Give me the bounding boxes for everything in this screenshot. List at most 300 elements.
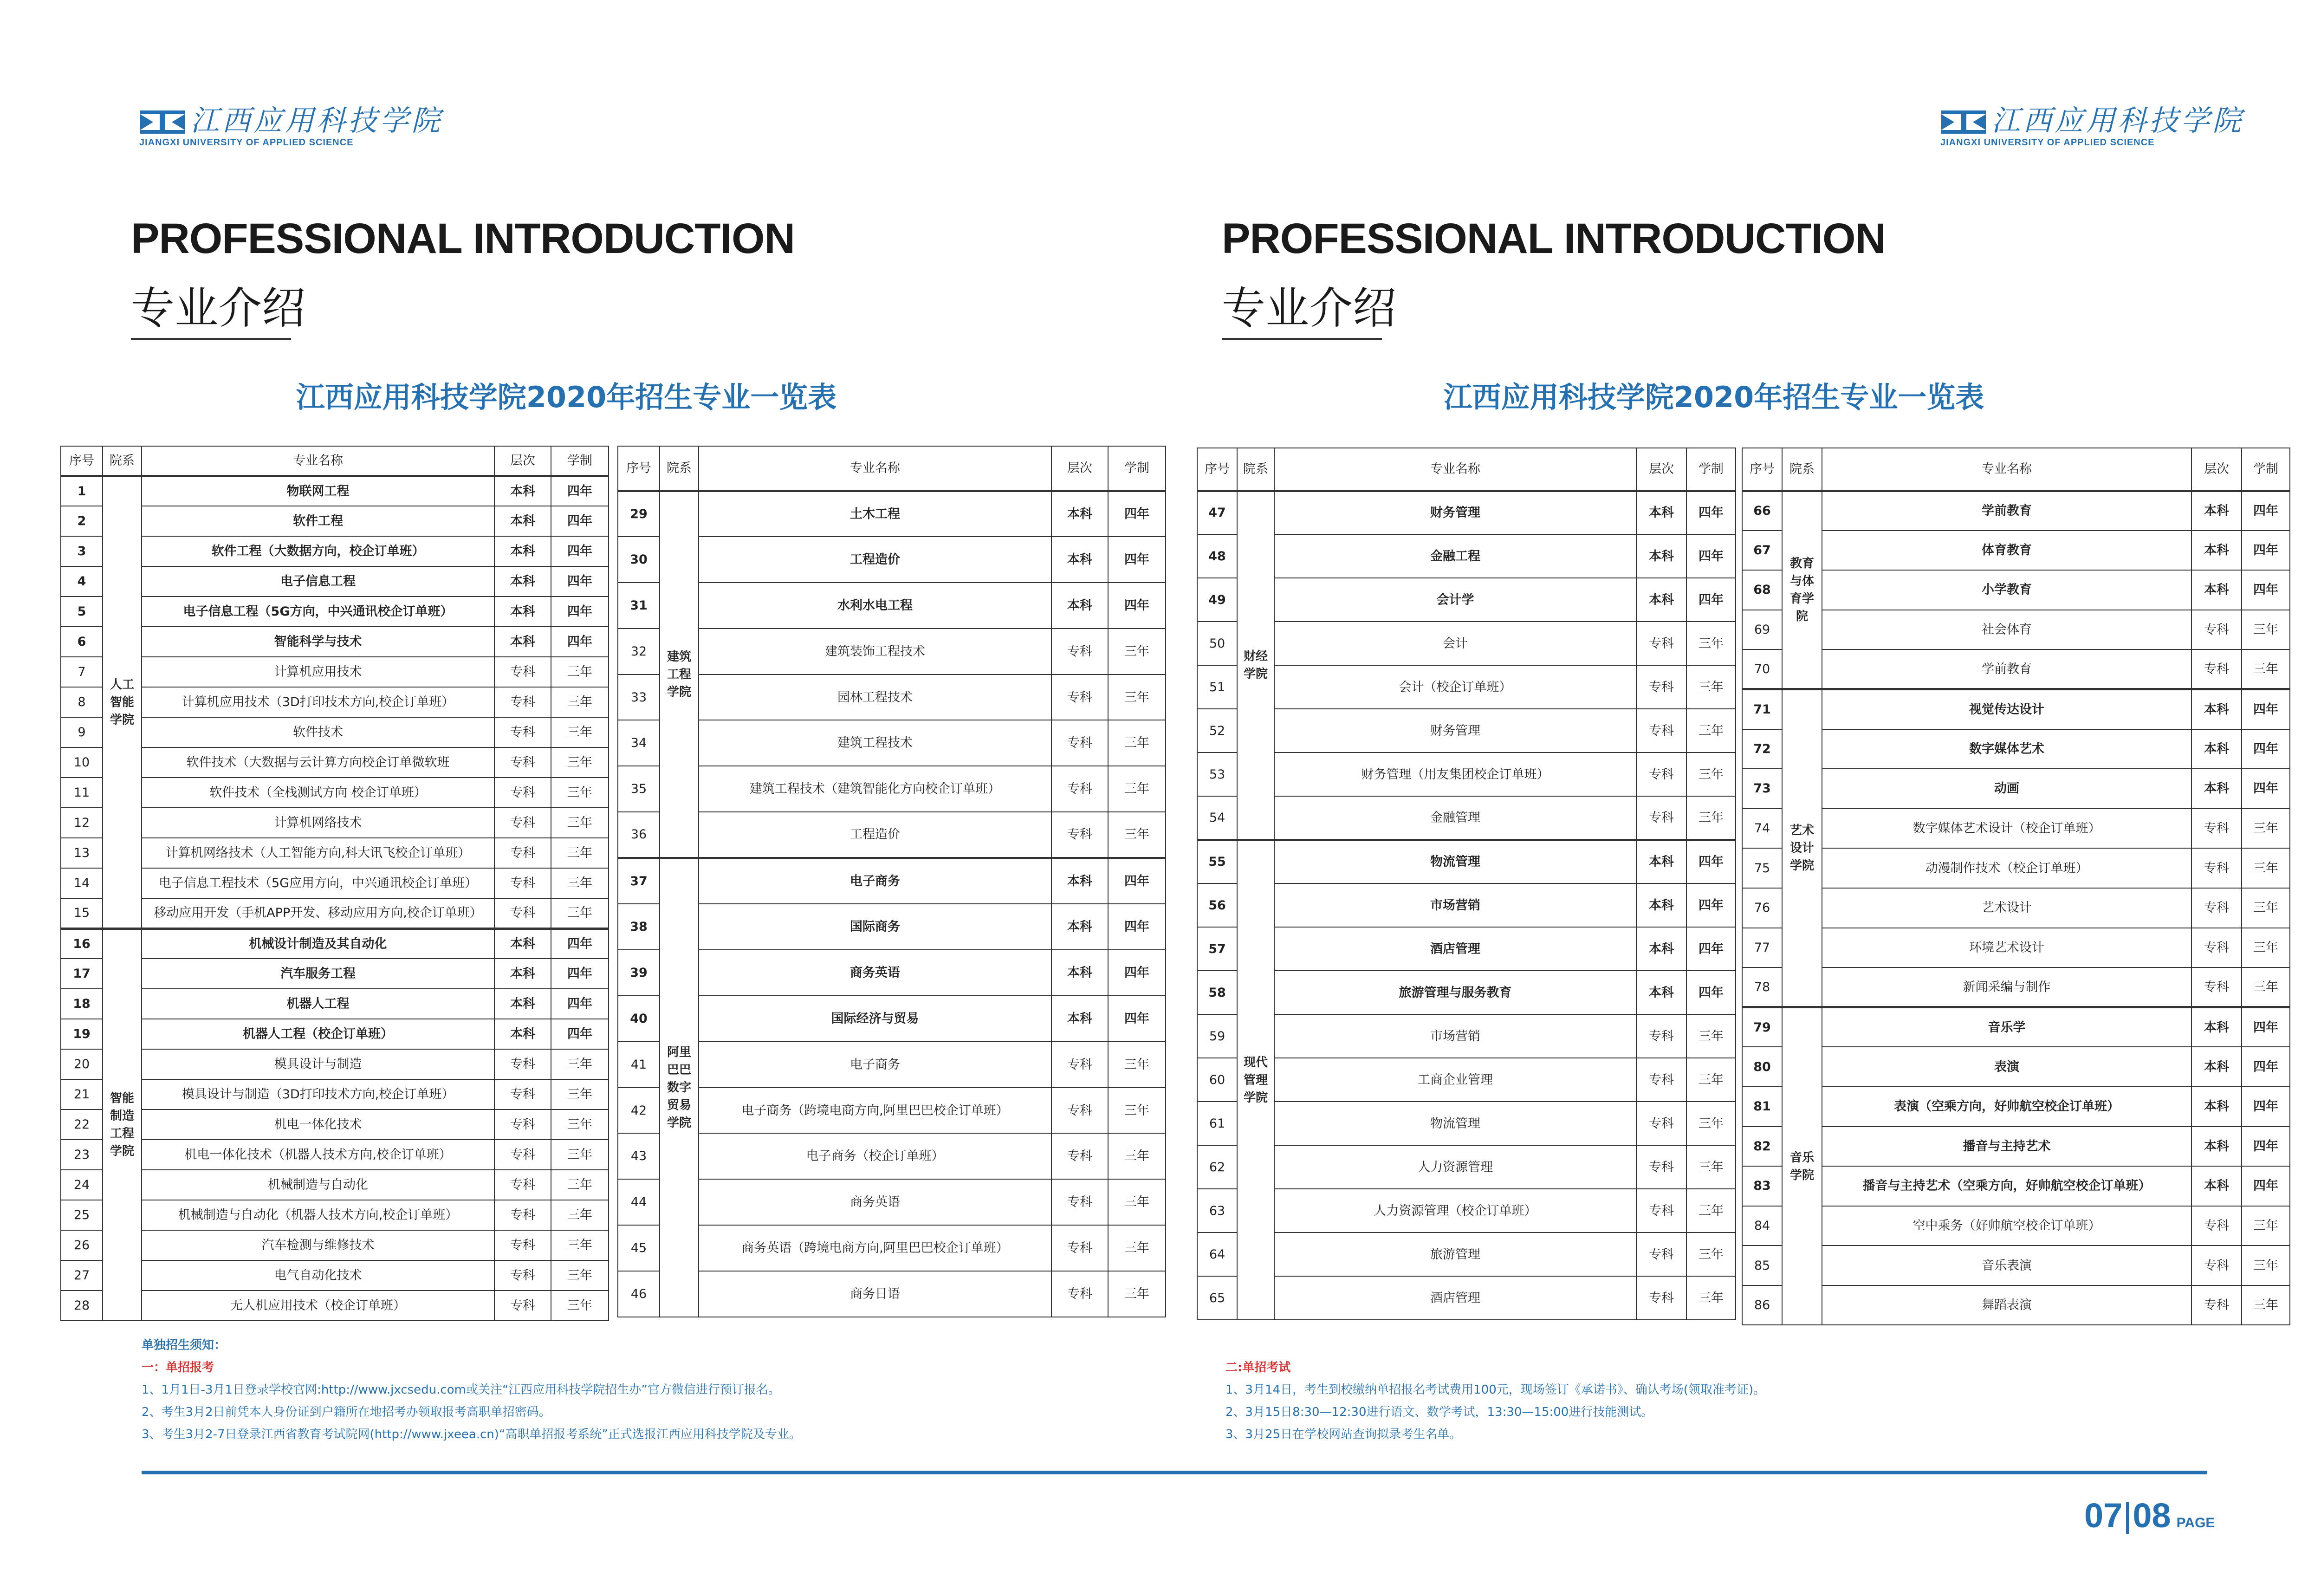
cell-years: 四年 — [551, 506, 609, 536]
table-row — [618, 812, 1166, 858]
cell-level: 本科 — [494, 566, 551, 597]
cell-major: 园林工程技术 — [699, 675, 1051, 720]
cell-level: 专科 — [494, 1049, 551, 1079]
cell-level: 本科 — [1636, 927, 1686, 971]
cell-years: 四年 — [2242, 1087, 2290, 1127]
col-dept: 院系 — [660, 446, 699, 491]
table-row — [1742, 967, 2290, 1007]
cell-level: 专科 — [2191, 649, 2242, 689]
table-row — [1197, 1276, 1736, 1320]
cell-years: 三年 — [551, 1260, 609, 1291]
table-row — [1742, 1087, 2290, 1127]
cell-major: 小学教育 — [1822, 570, 2191, 610]
cell-years: 四年 — [551, 627, 609, 657]
cell-years: 四年 — [1686, 578, 1736, 622]
cell-years: 三年 — [1108, 1179, 1166, 1225]
cell-major: 电子商务 — [699, 1042, 1051, 1088]
cell-level: 专科 — [494, 898, 551, 928]
cell-level: 本科 — [1636, 840, 1686, 883]
cell-level: 专科 — [1636, 1145, 1686, 1189]
cell-major: 物联网工程 — [142, 476, 494, 506]
cell-level: 本科 — [2191, 729, 2242, 769]
cell-major: 软件工程 — [142, 506, 494, 536]
cell-no: 5 — [61, 597, 103, 627]
col-no: 序号 — [618, 446, 660, 491]
table-row — [618, 1042, 1166, 1088]
cell-no: 35 — [618, 766, 660, 812]
cell-years: 三年 — [551, 898, 609, 928]
table-row — [1197, 883, 1736, 927]
col-years: 学制 — [2242, 448, 2290, 491]
cell-major: 建筑工程技术（建筑智能化方向校企订单班） — [699, 766, 1051, 812]
cell-years: 四年 — [551, 566, 609, 597]
table-row — [61, 1140, 609, 1170]
table-row — [1742, 610, 2290, 650]
cell-major: 机械制造与自动化 — [142, 1170, 494, 1200]
cell-level: 专科 — [494, 1079, 551, 1109]
cell-major: 播音与主持艺术 — [1822, 1127, 2191, 1167]
school-emblem-icon — [1940, 106, 1987, 138]
cell-years: 四年 — [2242, 570, 2290, 610]
cell-no: 79 — [1742, 1007, 1782, 1047]
cell-years: 四年 — [2242, 531, 2290, 571]
cell-years: 三年 — [551, 687, 609, 717]
col-years: 学制 — [1108, 446, 1166, 491]
section-title-en: PROFESSIONAL INTRODUCTION — [1222, 215, 1886, 262]
cell-major: 电气自动化技术 — [142, 1260, 494, 1291]
table-row — [618, 904, 1166, 950]
cell-major: 电子商务 — [699, 858, 1051, 904]
cell-years: 四年 — [2242, 689, 2290, 729]
table-row — [1742, 1246, 2290, 1285]
cell-level: 本科 — [1051, 858, 1108, 904]
cell-major: 金融管理 — [1274, 796, 1636, 840]
table-row — [618, 1088, 1166, 1134]
cell-no: 11 — [61, 778, 103, 808]
cell-level: 专科 — [494, 1230, 551, 1260]
table-row — [61, 717, 609, 747]
cell-no: 77 — [1742, 928, 1782, 968]
table-row — [1197, 665, 1736, 709]
section-title-en: PROFESSIONAL INTRODUCTION — [131, 215, 795, 262]
cell-level: 本科 — [2191, 689, 2242, 729]
cell-major: 电子商务（校企订单班） — [699, 1133, 1051, 1179]
cell-years: 三年 — [551, 1140, 609, 1170]
table-row — [1197, 971, 1736, 1014]
cell-no: 18 — [61, 989, 103, 1019]
cell-major: 汽车检测与维修技术 — [142, 1230, 494, 1260]
cell-major: 国际经济与贸易 — [699, 996, 1051, 1042]
cell-level: 专科 — [1636, 753, 1686, 796]
cell-years: 四年 — [2242, 491, 2290, 531]
notes-section-heading: 一：单招报考 — [142, 1361, 214, 1375]
cell-level: 本科 — [2191, 1007, 2242, 1047]
cell-major: 新闻采编与制作 — [1822, 967, 2191, 1007]
table-header-row — [618, 446, 1166, 491]
notes-item: 2、考生3月2日前凭本人身份证到户籍所在地招考办领取报考高职单招密码。 — [142, 1405, 551, 1419]
table-row — [1197, 1189, 1736, 1233]
table-row — [1197, 534, 1736, 578]
cell-level: 专科 — [494, 717, 551, 747]
cell-level: 本科 — [1051, 904, 1108, 950]
cell-major: 音乐学 — [1822, 1007, 2191, 1047]
cell-major: 机电一体化技术（机器人技术方向,校企订单班） — [142, 1140, 494, 1170]
cell-major: 音乐表演 — [1822, 1246, 2191, 1285]
cell-major: 电子信息工程 — [142, 566, 494, 597]
table-row — [61, 1260, 609, 1291]
cell-level: 本科 — [494, 536, 551, 566]
cell-level: 本科 — [2191, 1166, 2242, 1206]
cell-major: 工程造价 — [699, 812, 1051, 858]
cell-major: 旅游管理与服务教育 — [1274, 971, 1636, 1014]
major-table-1 — [60, 446, 609, 1321]
cell-no: 63 — [1197, 1189, 1237, 1233]
cell-level: 专科 — [2191, 1246, 2242, 1285]
cell-years: 三年 — [1686, 665, 1736, 709]
cell-no: 59 — [1197, 1014, 1237, 1058]
cell-level: 本科 — [1051, 583, 1108, 629]
school-name-cn: 江西应用科技学院 — [190, 104, 443, 137]
cell-level: 专科 — [494, 1140, 551, 1170]
cell-no: 3 — [61, 536, 103, 566]
cell-major: 计算机应用技术 — [142, 657, 494, 687]
cell-no: 82 — [1742, 1127, 1782, 1167]
cell-no: 39 — [618, 950, 660, 996]
table-row — [61, 778, 609, 808]
cell-level: 本科 — [1636, 534, 1686, 578]
cell-major: 播音与主持艺术（空乘方向，好帅航空校企订单班） — [1822, 1166, 2191, 1206]
cell-years: 三年 — [1108, 1225, 1166, 1271]
cell-level: 本科 — [494, 928, 551, 959]
cell-years: 四年 — [1686, 840, 1736, 883]
cell-years: 三年 — [2242, 809, 2290, 849]
cell-major: 软件技术 — [142, 717, 494, 747]
cell-level: 专科 — [1051, 1042, 1108, 1088]
cell-years: 三年 — [1108, 1042, 1166, 1088]
table-row — [61, 687, 609, 717]
table-row — [61, 1230, 609, 1260]
cell-level: 本科 — [2191, 1087, 2242, 1127]
cell-major: 表演 — [1822, 1047, 2191, 1087]
cell-major: 艺术设计 — [1822, 888, 2191, 928]
cell-major: 金融工程 — [1274, 534, 1636, 578]
cell-years: 四年 — [551, 989, 609, 1019]
cell-major: 社会体育 — [1822, 610, 2191, 650]
cell-years: 三年 — [1686, 1189, 1736, 1233]
cell-no: 29 — [618, 491, 660, 537]
cell-major: 机器人工程（校企订单班） — [142, 1019, 494, 1049]
cell-no: 17 — [61, 959, 103, 989]
cell-years: 三年 — [1108, 720, 1166, 766]
cell-major: 机械设计制造及其自动化 — [142, 928, 494, 959]
cell-major: 商务英语（跨境电商方向,阿里巴巴校企订单班） — [699, 1225, 1051, 1271]
cell-years: 四年 — [1686, 883, 1736, 927]
table-row — [1742, 1127, 2290, 1167]
cell-years: 三年 — [551, 808, 609, 838]
col-no: 序号 — [1742, 448, 1782, 491]
table-row — [61, 476, 609, 506]
cell-level: 专科 — [494, 1170, 551, 1200]
col-major: 专业名称 — [699, 446, 1051, 491]
cell-major: 酒店管理 — [1274, 927, 1636, 971]
table-row — [618, 1271, 1166, 1317]
cell-major: 商务日语 — [699, 1271, 1051, 1317]
cell-years: 三年 — [1686, 1276, 1736, 1320]
cell-years: 三年 — [2242, 1285, 2290, 1325]
cell-years: 三年 — [2242, 610, 2290, 650]
col-no: 序号 — [1197, 448, 1237, 491]
cell-years: 三年 — [1686, 709, 1736, 753]
cell-no: 22 — [61, 1109, 103, 1140]
table-row — [1197, 1102, 1736, 1145]
table-header-row — [1197, 448, 1736, 491]
cell-level: 专科 — [2191, 967, 2242, 1007]
table-row — [1742, 848, 2290, 888]
table-row — [1197, 622, 1736, 665]
school-name-cn: 江西应用科技学院 — [1991, 104, 2244, 137]
cell-no: 83 — [1742, 1166, 1782, 1206]
cell-level: 本科 — [2191, 491, 2242, 531]
cell-major: 市场营销 — [1274, 883, 1636, 927]
col-level: 层次 — [1051, 446, 1108, 491]
cell-level: 专科 — [1051, 766, 1108, 812]
cell-no: 12 — [61, 808, 103, 838]
cell-major: 财务管理 — [1274, 709, 1636, 753]
cell-no: 66 — [1742, 491, 1782, 531]
table-row — [1742, 1047, 2290, 1087]
cell-years: 四年 — [551, 928, 609, 959]
table-row — [618, 766, 1166, 812]
table-body — [1197, 491, 1736, 1320]
cell-major: 会计学 — [1274, 578, 1636, 622]
cell-major: 会计 — [1274, 622, 1636, 665]
section-title-cn: 专业介绍 — [1222, 283, 1397, 334]
table-row — [1742, 1285, 2290, 1325]
cell-no: 52 — [1197, 709, 1237, 753]
cell-years: 三年 — [551, 1079, 609, 1109]
cell-level: 专科 — [1636, 1189, 1686, 1233]
cell-level: 专科 — [494, 778, 551, 808]
major-table-4 — [1742, 448, 2290, 1325]
cell-no: 7 — [61, 657, 103, 687]
page-number — [2084, 1496, 2215, 1535]
cell-no: 54 — [1197, 796, 1237, 840]
cell-no: 14 — [61, 868, 103, 898]
table-row — [61, 868, 609, 898]
cell-years: 三年 — [2242, 888, 2290, 928]
cell-years: 四年 — [551, 1019, 609, 1049]
cell-no: 15 — [61, 898, 103, 928]
cell-level: 本科 — [2191, 769, 2242, 809]
cell-major: 计算机网络技术（人工智能方向,科大讯飞校企订单班） — [142, 838, 494, 868]
cell-years: 四年 — [2242, 729, 2290, 769]
cell-years: 四年 — [2242, 1166, 2290, 1206]
cell-level: 专科 — [2191, 809, 2242, 849]
cell-major: 机器人工程 — [142, 989, 494, 1019]
cell-level: 专科 — [494, 1260, 551, 1291]
notes-title: 单独招生须知： — [142, 1338, 227, 1352]
cell-no: 33 — [618, 675, 660, 720]
cell-major: 动画 — [1822, 769, 2191, 809]
cell-years: 三年 — [1686, 796, 1736, 840]
table-row — [618, 491, 1166, 537]
cell-no: 2 — [61, 506, 103, 536]
cell-level: 本科 — [1051, 950, 1108, 996]
cell-no: 1 — [61, 476, 103, 506]
cell-years: 四年 — [1108, 491, 1166, 537]
table-row — [1742, 729, 2290, 769]
school-name-en: JIANGXI UNIVERSITY OF APPLIED SCIENCE — [1940, 137, 2155, 148]
cell-major: 工商企业管理 — [1274, 1058, 1636, 1102]
cell-no: 58 — [1197, 971, 1237, 1014]
page-label: PAGE — [2176, 1515, 2215, 1531]
cell-level: 本科 — [2191, 570, 2242, 610]
cell-no: 43 — [618, 1133, 660, 1179]
cell-major: 水利水电工程 — [699, 583, 1051, 629]
table-row — [61, 1049, 609, 1079]
cell-years: 四年 — [1108, 904, 1166, 950]
table-row — [1197, 796, 1736, 840]
table-row — [1197, 753, 1736, 796]
cell-years: 三年 — [551, 1109, 609, 1140]
cell-dept: 现代管理学院 — [1237, 840, 1274, 1320]
cell-major: 数字媒体艺术 — [1822, 729, 2191, 769]
cell-years: 三年 — [1108, 675, 1166, 720]
cell-years: 三年 — [1686, 1058, 1736, 1102]
cell-major: 计算机应用技术（3D打印技术方向,校企订单班） — [142, 687, 494, 717]
cell-major: 工程造价 — [699, 537, 1051, 583]
cell-level: 本科 — [494, 597, 551, 627]
cell-no: 78 — [1742, 967, 1782, 1007]
table-row — [1742, 1007, 2290, 1047]
cell-level: 专科 — [1051, 1179, 1108, 1225]
cell-major: 财务管理（用友集团校企订单班） — [1274, 753, 1636, 796]
cell-level: 专科 — [1051, 675, 1108, 720]
cell-no: 64 — [1197, 1233, 1237, 1276]
cell-no: 61 — [1197, 1102, 1237, 1145]
cell-no: 75 — [1742, 848, 1782, 888]
cell-years: 四年 — [2242, 1127, 2290, 1167]
cell-no: 62 — [1197, 1145, 1237, 1189]
table-row — [61, 1170, 609, 1200]
cell-no: 47 — [1197, 491, 1237, 534]
cell-no: 42 — [618, 1088, 660, 1134]
table-row — [1742, 888, 2290, 928]
cell-major: 机械制造与自动化（机器人技术方向,校企订单班） — [142, 1200, 494, 1230]
table-row — [618, 629, 1166, 675]
cell-major: 电子商务（跨境电商方向,阿里巴巴校企订单班） — [699, 1088, 1051, 1134]
col-years: 学制 — [551, 446, 609, 476]
col-major: 专业名称 — [1274, 448, 1636, 491]
cell-no: 84 — [1742, 1206, 1782, 1246]
table-title: 江西应用科技学院2020年招生专业一览表 — [1443, 380, 1984, 414]
major-table-3 — [1197, 448, 1736, 1320]
table-row — [61, 838, 609, 868]
table-row — [618, 537, 1166, 583]
cell-dept: 艺术设计学院 — [1782, 689, 1822, 1007]
table-row — [1742, 689, 2290, 729]
table-row — [1197, 1014, 1736, 1058]
cell-no: 49 — [1197, 578, 1237, 622]
cell-major: 电子信息工程技术（5G应用方向，中兴通讯校企订单班） — [142, 868, 494, 898]
cell-major: 空中乘务（好帅航空校企订单班） — [1822, 1206, 2191, 1246]
cell-level: 专科 — [1636, 1233, 1686, 1276]
table-row — [61, 627, 609, 657]
cell-years: 三年 — [2242, 967, 2290, 1007]
cell-no: 23 — [61, 1140, 103, 1170]
cell-years: 三年 — [551, 868, 609, 898]
cell-no: 67 — [1742, 531, 1782, 571]
col-level: 层次 — [1636, 448, 1686, 491]
cell-level: 专科 — [2191, 1285, 2242, 1325]
cell-level: 专科 — [1636, 1014, 1686, 1058]
cell-no: 56 — [1197, 883, 1237, 927]
table-row — [618, 1225, 1166, 1271]
table-row — [61, 536, 609, 566]
footer-divider — [142, 1471, 2207, 1474]
cell-no: 46 — [618, 1271, 660, 1317]
table-row — [1742, 809, 2290, 849]
cell-level: 专科 — [2191, 1206, 2242, 1246]
page-separator — [2126, 1502, 2129, 1534]
table-row — [61, 959, 609, 989]
cell-no: 8 — [61, 687, 103, 717]
table-row — [61, 1291, 609, 1321]
table-row — [618, 950, 1166, 996]
table-row — [1197, 709, 1736, 753]
cell-no: 72 — [1742, 729, 1782, 769]
cell-major: 学前教育 — [1822, 491, 2191, 531]
cell-major: 会计（校企订单班） — [1274, 665, 1636, 709]
cell-years: 三年 — [2242, 848, 2290, 888]
cell-major: 模具设计与制造（3D打印技术方向,校企订单班） — [142, 1079, 494, 1109]
cell-years: 三年 — [551, 657, 609, 687]
cell-no: 45 — [618, 1225, 660, 1271]
table-row — [61, 1019, 609, 1049]
cell-years: 四年 — [2242, 769, 2290, 809]
cell-major: 移动应用开发（手机APP开发、移动应用方向,校企订单班） — [142, 898, 494, 928]
table-row — [618, 720, 1166, 766]
cell-major: 体育教育 — [1822, 531, 2191, 571]
cell-level: 专科 — [494, 1200, 551, 1230]
cell-years: 三年 — [2242, 928, 2290, 968]
notes-section-heading: 二:单招考试 — [1225, 1361, 1291, 1375]
cell-major: 市场营销 — [1274, 1014, 1636, 1058]
cell-major: 汽车服务工程 — [142, 959, 494, 989]
page-right: 08 — [2133, 1496, 2171, 1535]
cell-major: 人力资源管理（校企订单班） — [1274, 1189, 1636, 1233]
col-major: 专业名称 — [1822, 448, 2191, 491]
cell-no: 24 — [61, 1170, 103, 1200]
table-row — [1742, 1166, 2290, 1206]
cell-no: 71 — [1742, 689, 1782, 729]
cell-no: 85 — [1742, 1246, 1782, 1285]
cell-no: 57 — [1197, 927, 1237, 971]
cell-years: 四年 — [551, 597, 609, 627]
table-row — [1197, 1058, 1736, 1102]
cell-level: 专科 — [1051, 1271, 1108, 1317]
table-row — [1742, 649, 2290, 689]
cell-no: 32 — [618, 629, 660, 675]
cell-years: 三年 — [551, 1170, 609, 1200]
cell-no: 9 — [61, 717, 103, 747]
cell-level: 专科 — [494, 687, 551, 717]
cell-dept: 建筑工程学院 — [660, 491, 699, 858]
cell-major: 电子信息工程（5G方向，中兴通讯校企订单班） — [142, 597, 494, 627]
cell-years: 四年 — [2242, 1047, 2290, 1087]
table-row — [618, 1133, 1166, 1179]
cell-major: 表演（空乘方向，好帅航空校企订单班） — [1822, 1087, 2191, 1127]
